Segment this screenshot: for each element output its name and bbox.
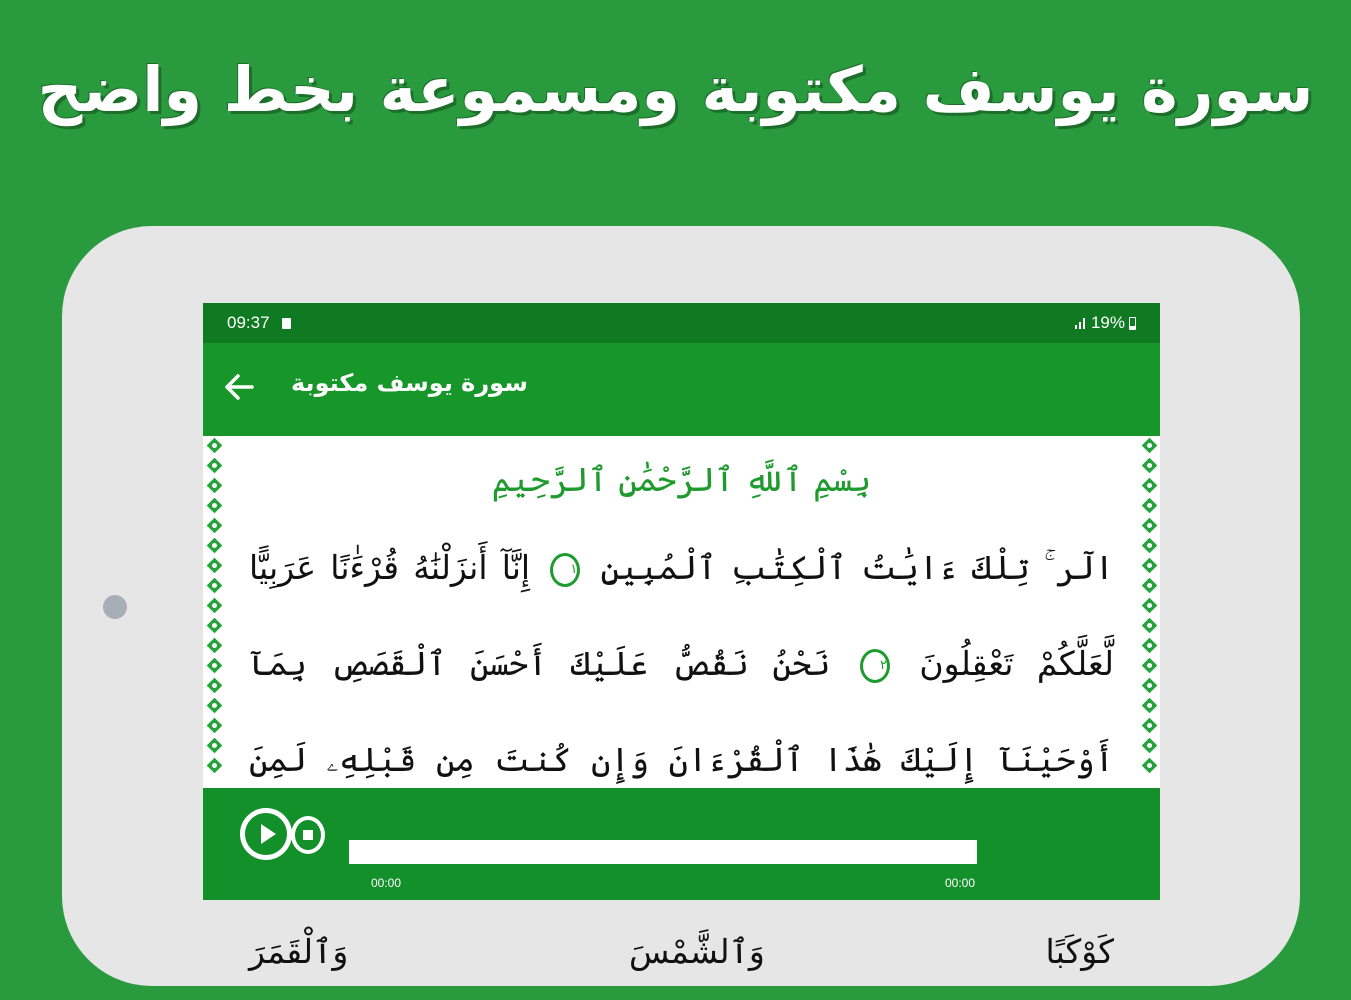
ornament-icon xyxy=(1142,518,1157,533)
ayah-number-marker: ٢ xyxy=(860,649,890,683)
ornament-icon xyxy=(207,698,222,713)
ornament-icon xyxy=(1142,638,1157,653)
sd-card-icon xyxy=(282,318,291,329)
ornament-icon xyxy=(207,658,222,673)
app-title: سورة يوسف مكتوبة xyxy=(291,369,528,397)
ornament-icon xyxy=(1142,658,1157,673)
verse-3: نَحْنُ نَقُصُّ عَلَيْكَ أَحْسَنَ ٱلْقَصَصِ بِمَآ أَوْحَيْنَآ إِلَيْكَ هَٰذَا ٱلْقُرْءَانَ وَإِن كُنتَ مِن قَبْلِهِۦ لَمِنَ xyxy=(249,644,1114,779)
ornament-icon xyxy=(207,498,222,513)
ornament-icon xyxy=(207,518,222,533)
ornament-icon xyxy=(1142,738,1157,753)
ornament-icon xyxy=(207,538,222,553)
app-bar xyxy=(203,343,1160,436)
tablet-camera-dot xyxy=(103,595,127,619)
audio-player xyxy=(203,788,1160,900)
total-time: 00:00 xyxy=(945,876,976,890)
ornament-icon xyxy=(207,678,222,693)
ornament-icon xyxy=(207,738,222,753)
status-indicators xyxy=(1075,313,1136,333)
ornament-icon xyxy=(1142,438,1157,453)
ornament-icon xyxy=(1142,458,1157,473)
ornament-icon xyxy=(207,618,222,633)
verse-2: إِنَّآ أَنزَلْنَٰهُ قُرْءَٰنًا عَرَبِيًّا لَّعَلَّكُمْ تَعْقِلُونَ xyxy=(249,548,1114,683)
verses-text xyxy=(233,520,1130,1000)
ornament-icon xyxy=(1142,758,1157,773)
ornament-icon xyxy=(207,438,222,453)
ornament-icon xyxy=(1142,498,1157,513)
ornament-icon xyxy=(207,598,222,613)
ornament-border-left xyxy=(203,436,225,788)
ornament-icon xyxy=(1142,698,1157,713)
ornament-icon xyxy=(207,638,222,653)
ornament-icon xyxy=(1142,598,1157,613)
play-button[interactable] xyxy=(240,808,292,860)
elapsed-time: 00:00 xyxy=(371,876,402,890)
ornament-icon xyxy=(1142,578,1157,593)
ornament-icon xyxy=(1142,718,1157,733)
basmala: بِسْمِ ٱللَّهِ ٱلرَّحْمَٰنِ ٱلرَّحِيمِ xyxy=(491,460,872,499)
ornament-icon xyxy=(207,558,222,573)
ayah-number-marker: ١ xyxy=(550,553,580,587)
ornament-icon xyxy=(1142,558,1157,573)
promo-headline: سورة يوسف مكتوبة ومسموعة بخط واضح xyxy=(37,53,1314,126)
audio-seekbar[interactable] xyxy=(349,840,977,864)
ornament-icon xyxy=(207,458,222,473)
ornament-icon xyxy=(207,478,222,493)
ornament-icon xyxy=(1142,478,1157,493)
ornament-icon xyxy=(207,578,222,593)
ornament-border-right xyxy=(1138,436,1160,788)
app-screen xyxy=(203,303,1160,971)
back-button[interactable] xyxy=(217,365,261,409)
ornament-icon xyxy=(1142,618,1157,633)
arrow-back-icon xyxy=(222,370,256,404)
verse-1: الٓر ۚ تِلْكَ ءَايَٰتُ ٱلْكِتَٰبِ ٱلْمُبِينِ xyxy=(600,548,1114,587)
verse-4: كَوْكَبًا وَٱلشَّمْسَ وَٱلْقَمَرَ xyxy=(249,932,1114,971)
battery-icon xyxy=(1129,317,1136,330)
ornament-icon xyxy=(1142,538,1157,553)
ornament-icon xyxy=(1142,678,1157,693)
battery-percent: 19% xyxy=(1090,313,1125,332)
status-bar xyxy=(203,303,1160,343)
signal-icon xyxy=(1075,317,1087,329)
stop-button[interactable] xyxy=(291,816,325,854)
ornament-icon xyxy=(207,718,222,733)
status-time: 09:37 xyxy=(227,313,270,332)
ornament-icon xyxy=(207,758,222,773)
